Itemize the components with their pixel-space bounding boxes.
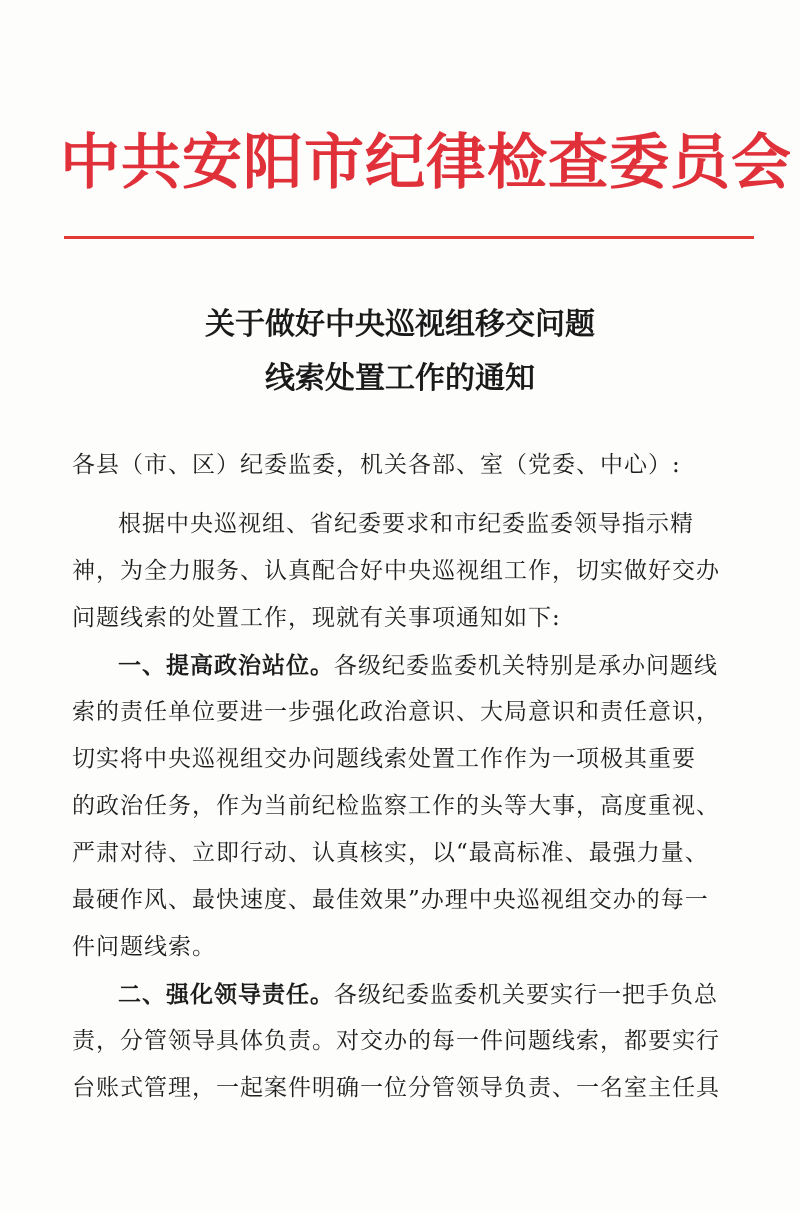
letterhead-title: 中共安阳市纪律检查委员会 xyxy=(60,128,792,198)
letterhead-red-rule xyxy=(64,236,754,239)
document-body xyxy=(72,501,742,1112)
title-line-2: 线索处置工作的通知 xyxy=(265,361,535,396)
intro-line-1: 根据中央巡视组、省纪委要求和市纪委监委领导指示精 xyxy=(118,511,694,537)
section-1-first-line-text: 各级纪委监委机关特别是承办问题线 xyxy=(334,653,718,679)
section-1-line: 严肃对待、立即行动、认真核实，以“最高标准、最强力量、 xyxy=(72,840,709,866)
intro-line-3: 问题线索的处置工作，现就有关事项通知如下: xyxy=(72,605,561,631)
title-line-1: 关于做好中央巡视组移交问题 xyxy=(205,307,595,342)
section-1-line: 的政治任务，作为当前纪检监察工作的头等大事，高度重视、 xyxy=(72,793,720,819)
section-2-line: 台账式管理，一起案件明确一位分管领导负责、一名室主任具 xyxy=(72,1075,720,1101)
section-1-heading: 一、提高政治站位。 xyxy=(118,652,334,679)
section-2-first-line xyxy=(72,971,742,1018)
section-1-line: 索的责任单位要进一步强化政治意识、大局意识和责任意识， xyxy=(72,699,720,725)
section-2-heading: 二、强化领导责任。 xyxy=(118,981,334,1008)
section-2-line: 责，分管领导具体负责。对交办的每一件问题线索，都要实行 xyxy=(72,1028,720,1054)
salutation: 各县（市、区）纪委监委，机关各部、室（党委、中心）: xyxy=(72,452,681,478)
section-2-first-line-text: 各级纪委监委机关要实行一把手负总 xyxy=(334,982,718,1008)
section-1-line: 件问题线索。 xyxy=(72,934,216,960)
intro-line-2: 神，为全力服务、认真配合好中央巡视组工作，切实做好交办 xyxy=(72,558,720,584)
section-1-line: 切实将中央巡视组交办问题线索处置工作作为一项极其重要 xyxy=(72,746,696,772)
section-1-first-line xyxy=(72,642,742,689)
document-title xyxy=(60,298,740,406)
section-1-line: 最硬作风、最快速度、最佳效果”办理中央巡视组交办的每一 xyxy=(72,887,709,913)
